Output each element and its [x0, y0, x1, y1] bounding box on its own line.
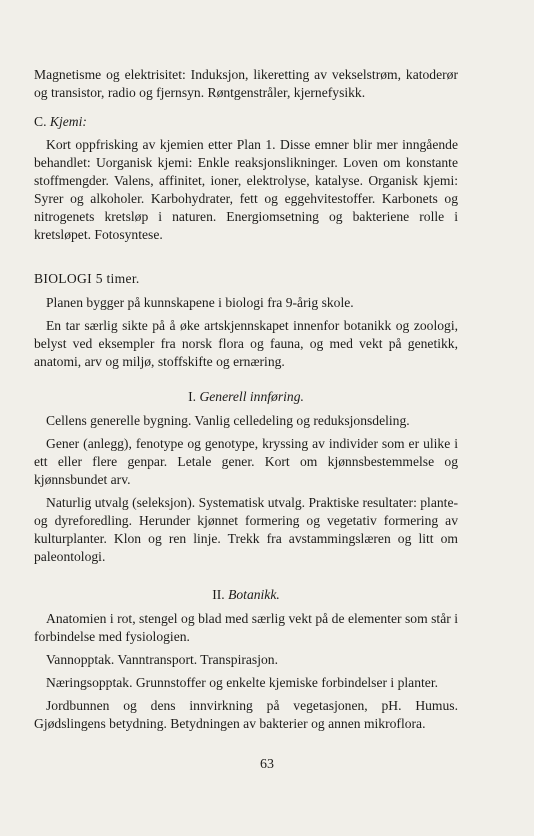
paragraph-biology-intro-1: Planen bygger på kunnskapene i biologi fra 9-årig skole. — [46, 295, 354, 310]
section-2-heading — [34, 586, 458, 604]
section-2-title: Botanikk. — [228, 587, 280, 602]
paragraph-section-2-b: Vannopptak. Vanntransport. Transpirasjon. — [46, 652, 278, 667]
biology-title: BIOLOGI — [34, 271, 92, 286]
chemistry-title-colon: : — [82, 114, 87, 129]
paragraph-section-2-c: Næringsopptak. Grunnstoffer og enkelte kjemiske forbindelser i planter. — [46, 675, 438, 690]
section-1-number: I. — [188, 389, 197, 404]
paragraph-section-2-a: Anatomien i rot, stengel og blad med særlig vekt på de elementer som står i forbindelse med fysiologien. — [34, 611, 458, 644]
page-number: 63 — [260, 757, 274, 772]
biology-hours: 5 timer. — [95, 271, 140, 286]
page-content — [34, 66, 458, 733]
paragraph-section-1-c: Naturlig utvalg (seleksjon). Systematisk utvalg. Praktiske resultater: plante- og dyreforedling. Herunder kjønnet formering og vegetativ formering av kulturplanter. Klon og ren linje. Trekk fra avstammingslæren og litt om paleontologi. — [34, 495, 458, 564]
paragraph-physics: Magnetisme og elektrisitet: Induksjon, likeretting av vekselstrøm, katoderør og transistor, radio og fjernsyn. Røntgenstråler, kjernefysikk. — [34, 67, 458, 100]
paragraph-section-2-d: Jordbunnen og dens innvirkning på vegetasjonen, pH. Humus. Gjødslingens betydning. Betydningen av bakterier og annen mikroflora. — [34, 698, 458, 731]
section-1-heading — [34, 388, 458, 406]
chemistry-heading — [34, 113, 458, 131]
section-1-title: Generell innføring. — [199, 389, 304, 404]
paragraph-chemistry: Kort oppfrisking av kjemien etter Plan 1. Disse emner blir mer inngående behandlet: Uorganisk kjemi: Enkle reaksjonslikninger. Loven om konstante stoffmengder. Valens, affinitet, ioner, elektrolyse, katalyse. Organisk kjemi: Syrer og alkoholer. Karbohydrater, fett og eggehvitestoffer. Karbonets og nitrogenets kretsløp i naturen. Energiomsetning og bakteriene rolle i kretsløpet. Fotosyntese. — [34, 137, 458, 242]
biology-heading — [34, 270, 458, 288]
paragraph-section-1-b: Gener (anlegg), fenotype og genotype, kryssing av individer som er ulike i ett eller flere genpar. Letale gener. Kort om kjønnsbestemmelse og kjønnsbundet arv. — [34, 436, 458, 487]
section-2-number: II. — [212, 587, 225, 602]
paragraph-section-1-a: Cellens generelle bygning. Vanlig celledeling og reduksjonsdeling. — [46, 413, 410, 428]
chemistry-title: Kjemi — [49, 114, 83, 129]
chemistry-label: C. — [34, 114, 47, 129]
paragraph-biology-intro-2: En tar særlig sikte på å øke artskjennskapet innenfor botanikk og zoologi, belyst ved eksempler fra norsk flora og fauna, og med vekt på genetikk, anatomi, arv og miljø, stoffskifte og ernæring. — [34, 318, 458, 369]
